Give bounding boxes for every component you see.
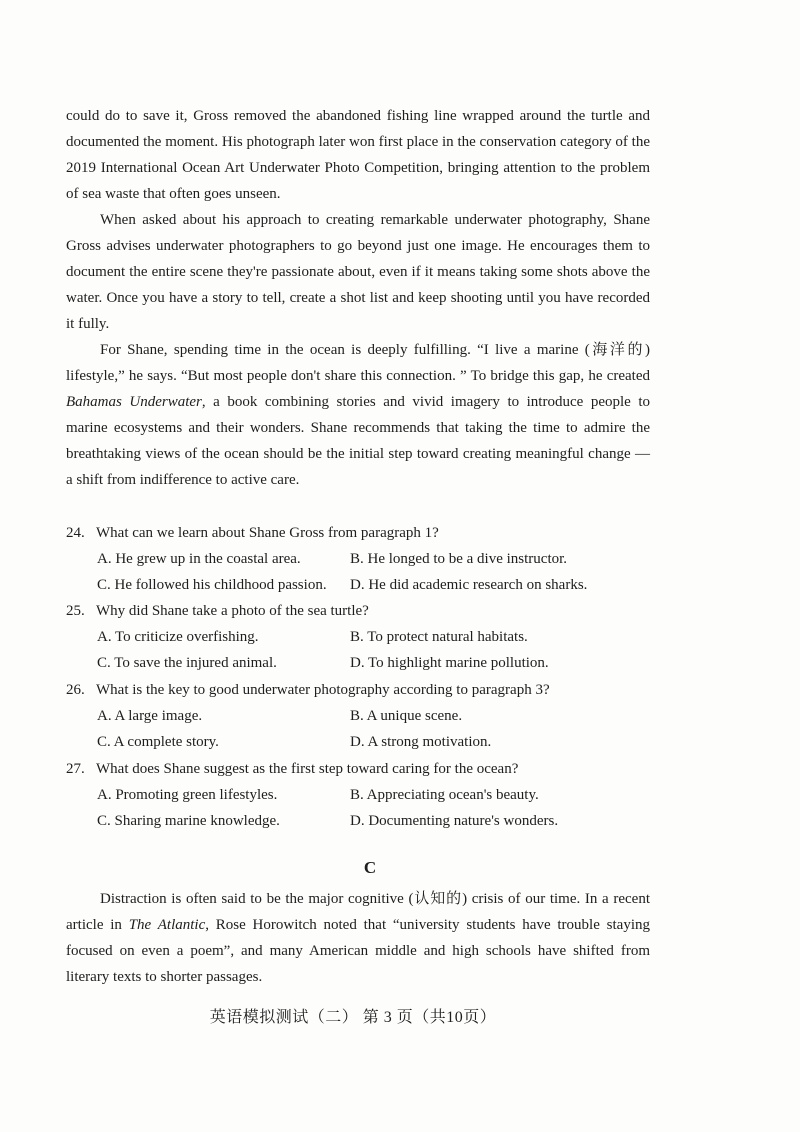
section-c-text-a: Distraction is often said to be the major cognitive (认知的) crisis of our time. In a recent article in	[66, 891, 650, 933]
question-number: 25.	[66, 603, 85, 619]
option-26-d[interactable]: D. A strong motivation.	[350, 734, 492, 750]
option-26-a[interactable]: A. A large image.	[97, 708, 203, 724]
option-25-a[interactable]: A. To criticize overfishing.	[97, 629, 259, 645]
option-27-d[interactable]: D. Documenting nature's wonders.	[350, 813, 559, 829]
option-24-d[interactable]: D. He did academic research on sharks.	[350, 577, 588, 593]
passage-paragraph-3: When asked about his approach to creating remarkable underwater photography, Shane Gross advises underwater photographers to go beyond just one image. He encourages them to document the entire scene they're passionate about, even if it means taking some shots above the water. Once you have a story to tell, create a shot list and keep shooting until you have recorded it fully.	[66, 212, 650, 332]
option-24-b[interactable]: B. He longed to be a dive instructor.	[350, 551, 568, 567]
option-25-d[interactable]: D. To highlight marine pollution.	[350, 655, 549, 671]
question-stem: Why did Shane take a photo of the sea turtle?	[96, 603, 369, 619]
passage-paragraph-4	[66, 337, 650, 493]
section-heading: C	[363, 858, 377, 877]
question-25	[66, 598, 369, 624]
option-27-b[interactable]: B. Appreciating ocean's beauty.	[350, 787, 539, 803]
option-24-a[interactable]: A. He grew up in the coastal area.	[97, 551, 301, 567]
question-24	[66, 520, 439, 546]
passage-paragraph-continued: could do to save it, Gross removed the abandoned fishing line wrapped around the turtle and documented the moment. His photograph later won first place in the conservation category of the 2019 International Ocean Art Underwater Photo Competition, bringing attention to the problem of sea waste that often goes unseen.	[66, 108, 650, 202]
question-number: 24.	[66, 525, 85, 541]
option-25-b[interactable]: B. To protect natural habitats.	[350, 629, 528, 645]
question-stem: What is the key to good underwater photography according to paragraph 3?	[96, 682, 550, 698]
option-26-c[interactable]: C. A complete story.	[97, 734, 219, 750]
question-number: 27.	[66, 761, 85, 777]
book-title: Bahamas Underwater	[66, 394, 202, 410]
magazine-title: The Atlantic	[128, 917, 206, 933]
option-27-c[interactable]: C. Sharing marine knowledge.	[97, 813, 280, 829]
question-stem: What can we learn about Shane Gross from paragraph 1?	[96, 525, 439, 541]
page-footer: 英语模拟测试（二） 第 3 页（共10页）	[209, 1009, 497, 1026]
section-c-text-b: , Rose Horowitch noted that “university students have trouble staying focused on even a poem”, and many American middle and high schools have shifted from literary texts to shorter passages.	[66, 917, 650, 985]
question-stem: What does Shane suggest as the first step toward caring for the ocean?	[96, 761, 519, 777]
option-27-a[interactable]: A. Promoting green lifestyles.	[97, 787, 278, 803]
option-25-c[interactable]: C. To save the injured animal.	[97, 655, 277, 671]
paragraph-4-text-b: , a book combining stories and vivid imagery to introduce people to marine ecosystems and their wonders. Shane recommends that taking the time to admire the breathtaking views of the ocean should be the initial step toward creating meaningful change — a shift from indifference to active care.	[66, 394, 650, 488]
option-26-b[interactable]: B. A unique scene.	[350, 708, 463, 724]
question-number: 26.	[66, 682, 85, 698]
paragraph-4-text-a: For Shane, spending time in the ocean is deeply fulfilling. “I live a marine (海洋的) lifestyle,” he says. “But most people don't share this connection. ” To bridge this gap, he created	[66, 342, 650, 384]
question-27	[66, 756, 518, 782]
option-24-c[interactable]: C. He followed his childhood passion.	[97, 577, 327, 593]
section-c-paragraph-1	[66, 886, 650, 990]
question-26	[66, 677, 550, 703]
